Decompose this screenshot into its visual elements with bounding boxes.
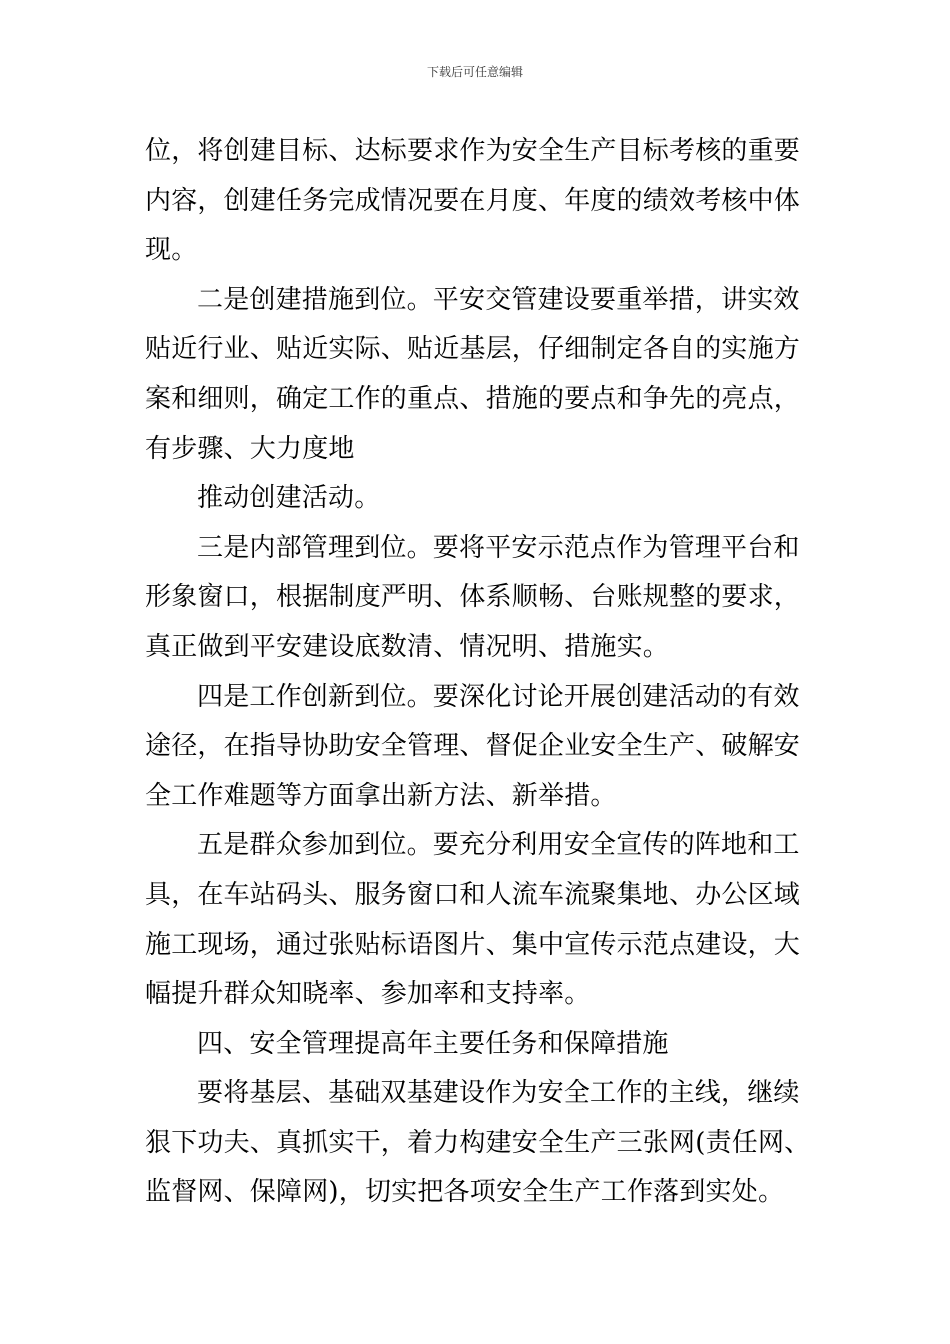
text-line: 形象窗口，根据制度严明、体系顺畅、台账规整的要求， (145, 582, 801, 613)
paragraph-start-line: 五是群众参加到位。要充分利用安全宣传的阵地和工 (197, 830, 800, 861)
paragraph-start-line: 二是创建措施到位。平安交管建设要重举措，讲实效 (197, 284, 800, 315)
text-line: 具，在车站码头、服务窗口和人流车流聚集地、办公区域 (145, 879, 801, 910)
text-line: 全工作难题等方面拿出新方法、新举措。 (145, 780, 617, 811)
text-line: 现。 (145, 235, 198, 266)
paragraph-start-line: 三是内部管理到位。要将平安示范点作为管理平台和 (197, 532, 800, 563)
text-line: 案和细则，确定工作的重点、措施的要点和争先的亮点， (145, 383, 801, 414)
text-line: 监督网、保障网)，切实把各项安全生产工作落到实处。 (145, 1177, 785, 1208)
paragraph-start-line: 要将基层、基础双基建设作为安全工作的主线，继续 (197, 1078, 800, 1109)
text-line: 途径，在指导协助安全管理、督促企业安全生产、破解安 (145, 731, 801, 762)
text-line: 幅提升群众知晓率、参加率和支持率。 (145, 979, 591, 1010)
text-line: 有步骤、大力度地 (145, 433, 355, 464)
text-line: 贴近行业、贴近实际、贴近基层，仔细制定各自的实施方 (145, 334, 801, 365)
document-body (145, 127, 810, 1218)
text-line: 狠下功夫、真抓实干，着力构建安全生产三张网(责任网、 (145, 1127, 811, 1158)
text-line: 施工现场，通过张贴标语图片、集中宣传示范点建设，大 (145, 929, 801, 960)
text-line: 内容，创建任务完成情况要在月度、年度的绩效考核中体 (145, 185, 801, 216)
paragraph-start-line: 四是工作创新到位。要深化讨论开展创建活动的有效 (197, 681, 800, 712)
text-line: 真正做到平安建设底数清、情况明、措施实。 (145, 631, 670, 662)
section-heading-line: 四、安全管理提高年主要任务和保障措施 (197, 1028, 669, 1059)
paragraph-start-line: 推动创建活动。 (197, 483, 381, 514)
page-header: 下载后可任意编辑 (426, 65, 523, 79)
text-line: 位，将创建目标、达标要求作为安全生产目标考核的重要 (145, 136, 801, 166)
